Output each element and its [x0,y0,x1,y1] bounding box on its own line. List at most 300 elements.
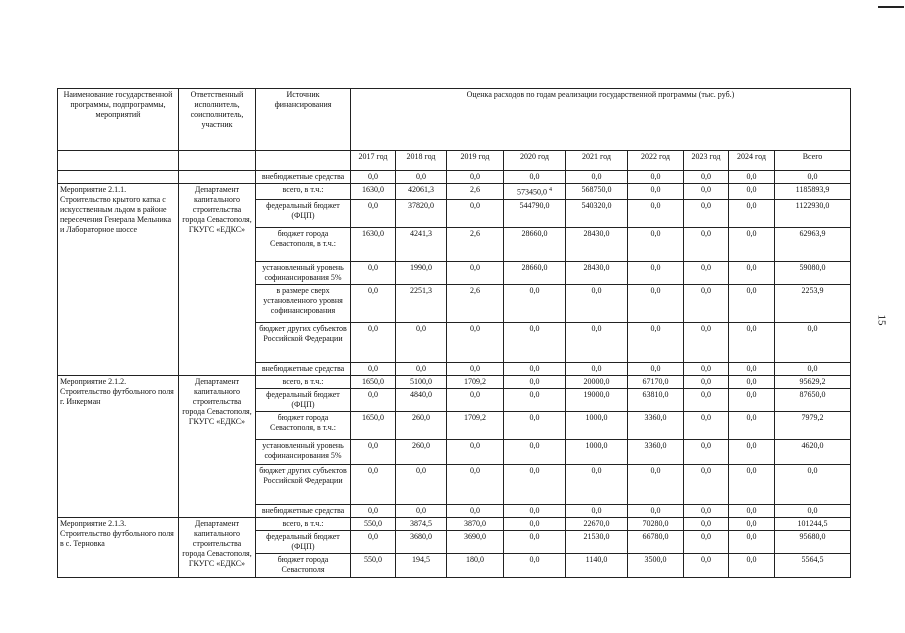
value-text: 0,0 [650,262,661,272]
activity-executor: Департамент капитального строительства города Севастополя, ГКУГС «ЕДКС» [179,517,256,577]
value-text: 4241,3 [410,228,432,238]
value-cell [729,375,775,388]
value-cell [396,362,447,375]
value-cell [504,553,566,577]
value-text: 0,0 [807,465,818,475]
year-header: 2022 год [628,151,684,171]
value-cell [628,439,684,464]
value-cell [351,199,396,227]
value-cell [566,464,628,504]
value-cell [566,530,628,553]
value-text: 0,0 [746,172,757,181]
value-text: 0,0 [701,440,711,450]
value-cell [351,184,396,200]
value-text: 550,0 [364,518,382,528]
value-cell [729,227,775,261]
funding-source: федеральный бюджет (ФЦП) [256,530,351,553]
value-cell [566,261,628,284]
value-cell [566,284,628,322]
value-text: 0,0 [470,172,480,181]
value-cell [775,504,851,517]
value-cell [628,227,684,261]
value-cell [628,411,684,439]
value-cell [351,439,396,464]
value-cell [566,553,628,577]
value-cell [351,464,396,504]
table-row [58,171,851,184]
value-cell [396,464,447,504]
value-cell [628,553,684,577]
value-text: 28660,0 [521,262,548,272]
value-text: 550,0 [364,554,382,564]
value-cell [396,375,447,388]
value-cell [504,388,566,411]
value-text: 0,0 [529,172,540,181]
value-text: 1709,2 [464,376,486,386]
value-cell [396,322,447,362]
value-text: 0,0 [650,363,661,373]
value-cell [775,388,851,411]
funding-source: установленный уровень софинансирования 5% [256,261,351,284]
value-text: 0,0 [746,363,757,373]
funding-source: бюджет города Севастополя, в т.ч.: [256,411,351,439]
year-header: 2017 год [351,151,396,171]
value-cell [628,375,684,388]
value-text: 87650,0 [799,389,826,399]
header-row [58,89,851,151]
value-cell [504,184,566,200]
value-text: 2253,9 [801,285,824,295]
value-cell [566,388,628,411]
value-cell [729,362,775,375]
value-cell [684,504,729,517]
value-cell [566,184,628,200]
year-header: 2019 год [447,151,504,171]
value-cell [351,322,396,362]
value-cell [351,227,396,261]
value-text: 0,0 [368,262,378,272]
value-text: 0,0 [650,172,661,181]
value-text: 95680,0 [799,531,826,541]
value-text: 0,0 [529,285,540,295]
year-header: 2018 год [396,151,447,171]
value-cell [775,362,851,375]
value-text: 3870,0 [464,518,486,528]
value-text: 0,0 [746,554,757,564]
activity-name: Мероприятие 2.1.1. Строительство крытого катка с искусственным льдом в районе пересечения Генерала Мельника и Лабораторное шоссе [58,184,179,376]
header-executor: Ответственный исполнитель, соисполнитель, участник [179,89,256,151]
header-blank [179,151,256,171]
value-cell [684,322,729,362]
value-text: 0,0 [368,200,378,210]
value-text: 0,0 [368,389,378,399]
value-text: 70280,0 [642,518,669,528]
value-text: 62963,9 [799,228,826,238]
value-cell [447,227,504,261]
value-text: 2,6 [470,285,480,295]
funding-source: бюджет других субъектов Российской Федерации [256,322,351,362]
value-text: 194,5 [412,554,430,564]
value-text: 0,0 [746,285,757,295]
value-cell [504,322,566,362]
activity-executor: Департамент капитального строительства города Севастополя, ГКУГС «ЕДКС» [179,184,256,376]
activity-executor [179,171,256,184]
page-number: 15 [875,314,888,326]
value-text: 0,0 [701,363,711,373]
value-text: 0,0 [701,172,711,181]
value-text: 0,0 [529,505,540,515]
value-text: 0,0 [416,363,426,373]
value-cell [396,184,447,200]
value-text: 0,0 [746,518,757,528]
header-name: Наименование государственной программы, подпрограммы, мероприятий [58,89,179,151]
funding-source: всего, в т.ч.: [256,184,351,200]
value-cell [729,171,775,184]
value-text: 1630,0 [362,185,384,194]
value-text: 0,0 [650,465,661,475]
value-text: 1000,0 [585,412,608,422]
value-cell [775,517,851,530]
value-text: 1140,0 [585,554,608,564]
value-text: 0,0 [470,465,480,475]
value-text: 0,0 [701,505,711,515]
value-text: 0,0 [701,376,711,386]
value-cell [447,388,504,411]
value-cell [684,375,729,388]
value-cell [628,517,684,530]
value-text: 1709,2 [464,412,486,422]
value-cell [566,362,628,375]
value-text: 0,0 [368,465,378,475]
value-text: 260,0 [412,440,430,450]
value-text: 0,0 [701,323,711,333]
value-cell [351,171,396,184]
value-text: 0,0 [701,465,711,475]
header-cost: Оценка расходов по годам реализации государственной программы (тыс. руб.) [351,89,851,151]
funding-source: в размере сверх установленного уровня софинансирования [256,284,351,322]
value-cell [775,184,851,200]
value-cell [504,261,566,284]
value-text: 95629,2 [799,376,826,386]
value-cell [504,439,566,464]
value-text: 0,0 [650,285,661,295]
value-text: 0,0 [368,323,378,333]
value-cell [775,464,851,504]
table-row [58,517,851,530]
value-text: 0,0 [591,363,602,373]
value-cell [504,517,566,530]
year-header: 2023 год [684,151,729,171]
value-text: 0,0 [470,363,480,373]
value-cell [775,171,851,184]
value-text: 28660,0 [521,228,548,238]
value-cell [566,411,628,439]
value-text: 0,0 [529,323,540,333]
value-cell [729,464,775,504]
value-cell [684,517,729,530]
value-text: 0,0 [746,412,757,422]
value-cell [396,388,447,411]
value-text: 0,0 [368,363,378,373]
value-text: 1185893,9 [795,185,830,194]
header-blank [58,151,179,171]
value-text: 3680,0 [410,531,432,541]
value-cell [447,171,504,184]
value-cell [628,284,684,322]
value-text: 0,0 [591,505,602,515]
value-text: 0,0 [746,505,757,515]
value-text: 0,0 [416,172,426,181]
value-cell [729,504,775,517]
value-text: 0,0 [746,185,757,194]
value-text: 0,0 [746,200,757,210]
value-cell [729,553,775,577]
value-cell [351,362,396,375]
value-text: 0,0 [701,554,711,564]
funding-source: бюджет города Севастополя [256,553,351,577]
value-cell [396,171,447,184]
value-cell [684,530,729,553]
value-cell [447,553,504,577]
value-text: 0,0 [529,412,540,422]
value-cell [628,184,684,200]
value-text: 101244,5 [797,518,828,528]
value-text: 67170,0 [642,376,669,386]
value-cell [447,464,504,504]
value-cell [729,530,775,553]
value-cell [504,464,566,504]
value-cell [684,362,729,375]
value-cell [628,322,684,362]
year-header: 2024 год [729,151,775,171]
value-cell [447,284,504,322]
value-text: 0,0 [470,262,480,272]
budget-table [57,88,851,578]
value-cell [396,411,447,439]
value-cell [729,439,775,464]
value-cell [775,530,851,553]
value-cell [566,171,628,184]
funding-source: установленный уровень софинансирования 5% [256,439,351,464]
value-text: 1650,0 [362,412,384,422]
value-cell [684,227,729,261]
value-cell [351,504,396,517]
value-text: 5100,0 [410,376,432,386]
value-text: 1650,0 [362,376,384,386]
value-text: 0,0 [470,323,480,333]
value-text: 2,6 [470,185,480,194]
value-text: 1122930,0 [795,200,830,210]
value-text: 0,0 [746,376,757,386]
activity-executor: Департамент капитального строительства города Севастополя, ГКУГС «ЕДКС» [179,375,256,517]
table-row [58,375,851,388]
value-cell [396,517,447,530]
value-text: 0,0 [746,389,757,399]
value-text: 0,0 [650,185,661,194]
value-text: 0,0 [529,363,540,373]
year-header: 2021 год [566,151,628,171]
value-text: 0,0 [368,531,378,541]
value-text: 0,0 [701,389,711,399]
value-cell [628,388,684,411]
value-cell [351,261,396,284]
funding-source: внебюджетные средства [256,171,351,184]
value-cell [504,411,566,439]
year-header: Всего [775,151,851,171]
value-text: 0,0 [701,531,711,541]
value-cell [684,261,729,284]
value-text: 0,0 [701,200,711,210]
value-text: 0,0 [650,505,661,515]
value-cell [566,375,628,388]
value-cell [447,184,504,200]
value-cell [351,411,396,439]
value-cell [729,517,775,530]
activity-name: Мероприятие 2.1.2. Строительство футбольного поля г. Инкерман [58,375,179,517]
value-cell [566,517,628,530]
value-cell [447,504,504,517]
value-text: 180,0 [466,554,484,564]
value-cell [351,517,396,530]
value-cell [447,530,504,553]
value-text: 0,0 [368,505,378,515]
value-text: 7979,2 [801,412,824,422]
value-text: 0,0 [591,172,602,181]
value-text: 1990,0 [410,262,432,272]
value-cell [351,388,396,411]
value-text: 0,0 [529,376,540,386]
value-text: 0,0 [470,440,480,450]
value-text: 42061,3 [408,185,434,194]
value-text: 21530,0 [583,531,610,541]
value-cell [729,184,775,200]
value-text: 4620,0 [801,440,824,450]
value-cell [775,227,851,261]
value-text: 0,0 [650,200,661,210]
value-cell [447,322,504,362]
value-cell [684,171,729,184]
value-cell [396,504,447,517]
funding-source: внебюджетные средства [256,362,351,375]
value-text: 66780,0 [642,531,669,541]
value-cell [775,375,851,388]
value-text: 260,0 [412,412,430,422]
value-cell [628,171,684,184]
value-cell [504,504,566,517]
value-cell [628,530,684,553]
value-cell [396,199,447,227]
value-cell [729,284,775,322]
value-text: 0,0 [746,323,757,333]
value-text: 0,0 [529,440,540,450]
value-text: 0,0 [529,389,540,399]
value-cell [396,439,447,464]
value-cell [729,388,775,411]
value-text: 0,0 [746,440,757,450]
value-cell [684,553,729,577]
value-text: 3690,0 [464,531,486,541]
value-text: 2,6 [470,228,480,238]
value-cell [566,504,628,517]
value-text: 5564,5 [801,554,824,564]
funding-source: всего, в т.ч.: [256,517,351,530]
value-text: 3500,0 [644,554,667,564]
value-text: 0,0 [701,228,711,238]
value-cell [775,411,851,439]
value-cell [504,375,566,388]
value-text: 0,0 [368,440,378,450]
value-cell [628,504,684,517]
value-cell [447,375,504,388]
value-cell [775,261,851,284]
value-text: 0,0 [650,323,661,333]
value-text: 0,0 [701,285,711,295]
value-cell [775,284,851,322]
activity-name: Мероприятие 2.1.3. Строительство футбольного поля в с. Терновка [58,517,179,577]
value-cell [351,284,396,322]
value-text: 0,0 [368,285,378,295]
value-text: 0,0 [746,228,757,238]
value-text: 1000,0 [585,440,608,450]
value-text: 0,0 [746,531,757,541]
value-text: 22670,0 [583,518,610,528]
value-cell [729,199,775,227]
value-cell [628,261,684,284]
value-text: 0,0 [470,200,480,210]
footnote-mark: 4 [549,187,552,193]
value-cell [504,199,566,227]
funding-source: внебюджетные средства [256,504,351,517]
value-cell [447,261,504,284]
year-header: 2020 год [504,151,566,171]
value-text: 37820,0 [408,200,434,210]
value-cell [351,553,396,577]
value-text: 4840,0 [410,389,432,399]
header-source: Источник финансирования [256,89,351,151]
value-text: 544790,0 [519,200,550,210]
years-row [58,151,851,171]
value-text: 0,0 [591,285,602,295]
value-cell [566,439,628,464]
funding-source: федеральный бюджет (ФЦП) [256,199,351,227]
value-cell [775,199,851,227]
value-cell [396,553,447,577]
table-row [58,184,851,200]
value-text: 0,0 [746,262,757,272]
value-text: 0,0 [529,518,540,528]
value-cell [504,530,566,553]
value-text: 0,0 [807,505,818,515]
activity-name [58,171,179,184]
value-text: 1630,0 [362,228,384,238]
value-cell [729,261,775,284]
value-text: 0,0 [807,172,818,181]
value-text: 0,0 [368,172,378,181]
value-text: 0,0 [591,465,602,475]
value-cell [775,439,851,464]
value-text: 573450,0 [517,187,547,197]
value-text: 28430,0 [583,262,610,272]
funding-source: федеральный бюджет (ФЦП) [256,388,351,411]
value-text: 0,0 [807,323,818,333]
value-cell [628,464,684,504]
value-text: 0,0 [470,505,480,515]
value-cell [684,439,729,464]
value-text: 0,0 [746,465,757,475]
value-cell [775,322,851,362]
value-cell [775,553,851,577]
value-cell [351,375,396,388]
